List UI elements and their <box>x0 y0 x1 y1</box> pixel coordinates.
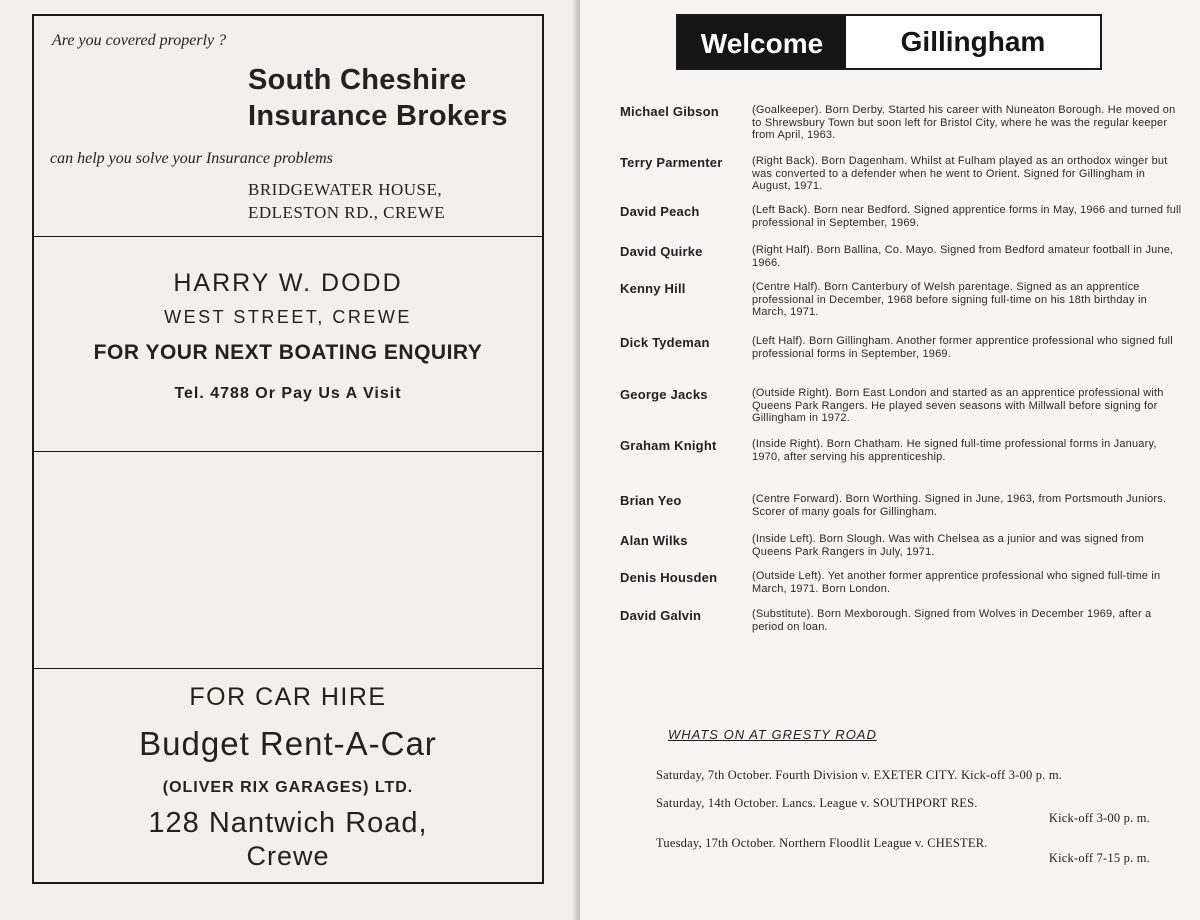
player-name: David Quirke <box>620 244 703 259</box>
player-description: (Outside Left). Yet another former apprentice professional who signed full-time in March, 1971. Born London. <box>752 570 1161 595</box>
car-hire-heading: FOR CAR HIRE <box>189 683 387 711</box>
fixture-item <box>656 768 1150 783</box>
whats-on-heading: WHATS ON AT GRESTY ROAD <box>668 727 877 742</box>
address-line-2: EDLESTON RD., CREWE <box>248 203 446 222</box>
page-title <box>676 14 1102 70</box>
address-line-1: BRIDGEWATER HOUSE, <box>248 180 443 199</box>
player-name: Brian Yeo <box>620 493 682 508</box>
player-name: Terry Parmenter <box>620 155 723 170</box>
player-description: (Right Back). Born Dagenham. Whilst at Fulham played as an orthodox winger but was converted to a defender when he went to Orient. Signed for Gillingham in August, 1971. <box>752 155 1168 192</box>
player-description: (Centre Forward). Born Worthing. Signed in June, 1963, from Portsmouth Juniors. Scorer of many goals for Gillingham. <box>752 493 1167 518</box>
player-description: (Left Back). Born near Bedford. Signed apprentice forms in May, 1966 and turned full professional in September, 1969. <box>752 204 1182 229</box>
player-name: Graham Knight <box>620 438 717 453</box>
right-page <box>580 0 1200 920</box>
car-hire-advert <box>34 668 542 882</box>
fixture-text: Saturday, 7th October. Fourth Division v. EXETER CITY. Kick-off 3-00 p. m. <box>656 768 1063 782</box>
player-description: (Inside Right). Born Chatham. He signed full-time professional forms in January, 1970, after serving his apprenticeship. <box>752 438 1157 463</box>
title-welcome: Welcome <box>678 16 846 68</box>
player-name: Kenny Hill <box>620 281 686 296</box>
title-team: Gillingham <box>900 26 1046 57</box>
player-name: Michael Gibson <box>620 104 719 119</box>
player-description: (Goalkeeper). Born Derby. Started his career with Nuneaton Borough. He moved on to Shrewsbury Town but soon left for Bristol City, where he was the regular keeper from April, 1963. <box>752 104 1176 141</box>
insurance-company-name <box>248 62 508 134</box>
player-name: Dick Tydeman <box>620 335 710 350</box>
player-description: (Substitute). Born Mexborough. Signed from Wolves in December 1969, after a period on loan. <box>752 608 1152 633</box>
company-line-1: South Cheshire <box>248 64 467 96</box>
dodd-name: HARRY W. DODD <box>173 269 403 297</box>
fixture-item <box>656 836 1150 866</box>
blank-advert-space <box>34 451 542 668</box>
dodd-street: WEST STREET, CREWE <box>164 307 412 327</box>
dodd-telephone: Tel. 4788 Or Pay Us A Visit <box>174 385 402 402</box>
help-text: can help you solve your Insurance problems <box>50 150 333 167</box>
company-line-2: Insurance Brokers <box>248 100 508 132</box>
player-description: (Right Half). Born Ballina, Co. Mayo. Signed from Bedford amateur football in June, 1966. <box>752 244 1174 269</box>
player-description: (Centre Half). Born Canterbury of Welsh parentage. Signed as an apprentice professional in December, 1968 before signing full-time on his 18th birthday in March, 1971. <box>752 281 1147 318</box>
player-description: (Left Half). Born Gillingham. Another former apprentice professional who signed full professional forms in September, 1969. <box>752 335 1173 360</box>
player-description: (Inside Left). Born Slough. Was with Chelsea as a junior and was signed from Queens Park Rangers in July, 1971. <box>752 533 1145 558</box>
boating-tagline: FOR YOUR NEXT BOATING ENQUIRY <box>93 341 483 364</box>
garage-town: Crewe <box>246 841 330 871</box>
fixture-item <box>656 796 1150 826</box>
budget-brand: Budget Rent-A-Car <box>139 725 437 762</box>
player-name: Alan Wilks <box>620 533 688 548</box>
fixture-text: Saturday, 14th October. Lancs. League v. SOUTHPORT RES. <box>656 796 978 810</box>
player-name: Denis Housden <box>620 570 718 585</box>
left-page <box>0 0 590 920</box>
fixture-kickoff: Kick-off 7-15 p. m. <box>1048 851 1150 865</box>
player-name: David Galvin <box>620 608 702 623</box>
fixture-text: Tuesday, 17th October. Northern Floodlit League v. CHESTER. <box>656 836 988 850</box>
garage-address: 128 Nantwich Road, <box>148 807 428 839</box>
insurance-address <box>248 178 445 224</box>
player-name: David Peach <box>620 204 700 219</box>
fixture-kickoff: Kick-off 3-00 p. m. <box>1048 811 1150 825</box>
player-description: (Outside Right). Born East London and started as an apprentice professional with Queens Park Rangers. He played seven seasons with Millwall before signing for Gillingham in 1972. <box>752 387 1164 424</box>
insurance-advert <box>34 16 542 236</box>
advert-frame <box>32 14 544 884</box>
garage-company: (OLIVER RIX GARAGES) LTD. <box>162 779 414 796</box>
boating-advert <box>34 236 542 451</box>
ad-question: Are you covered properly ? <box>52 32 227 49</box>
player-name: George Jacks <box>620 387 708 402</box>
